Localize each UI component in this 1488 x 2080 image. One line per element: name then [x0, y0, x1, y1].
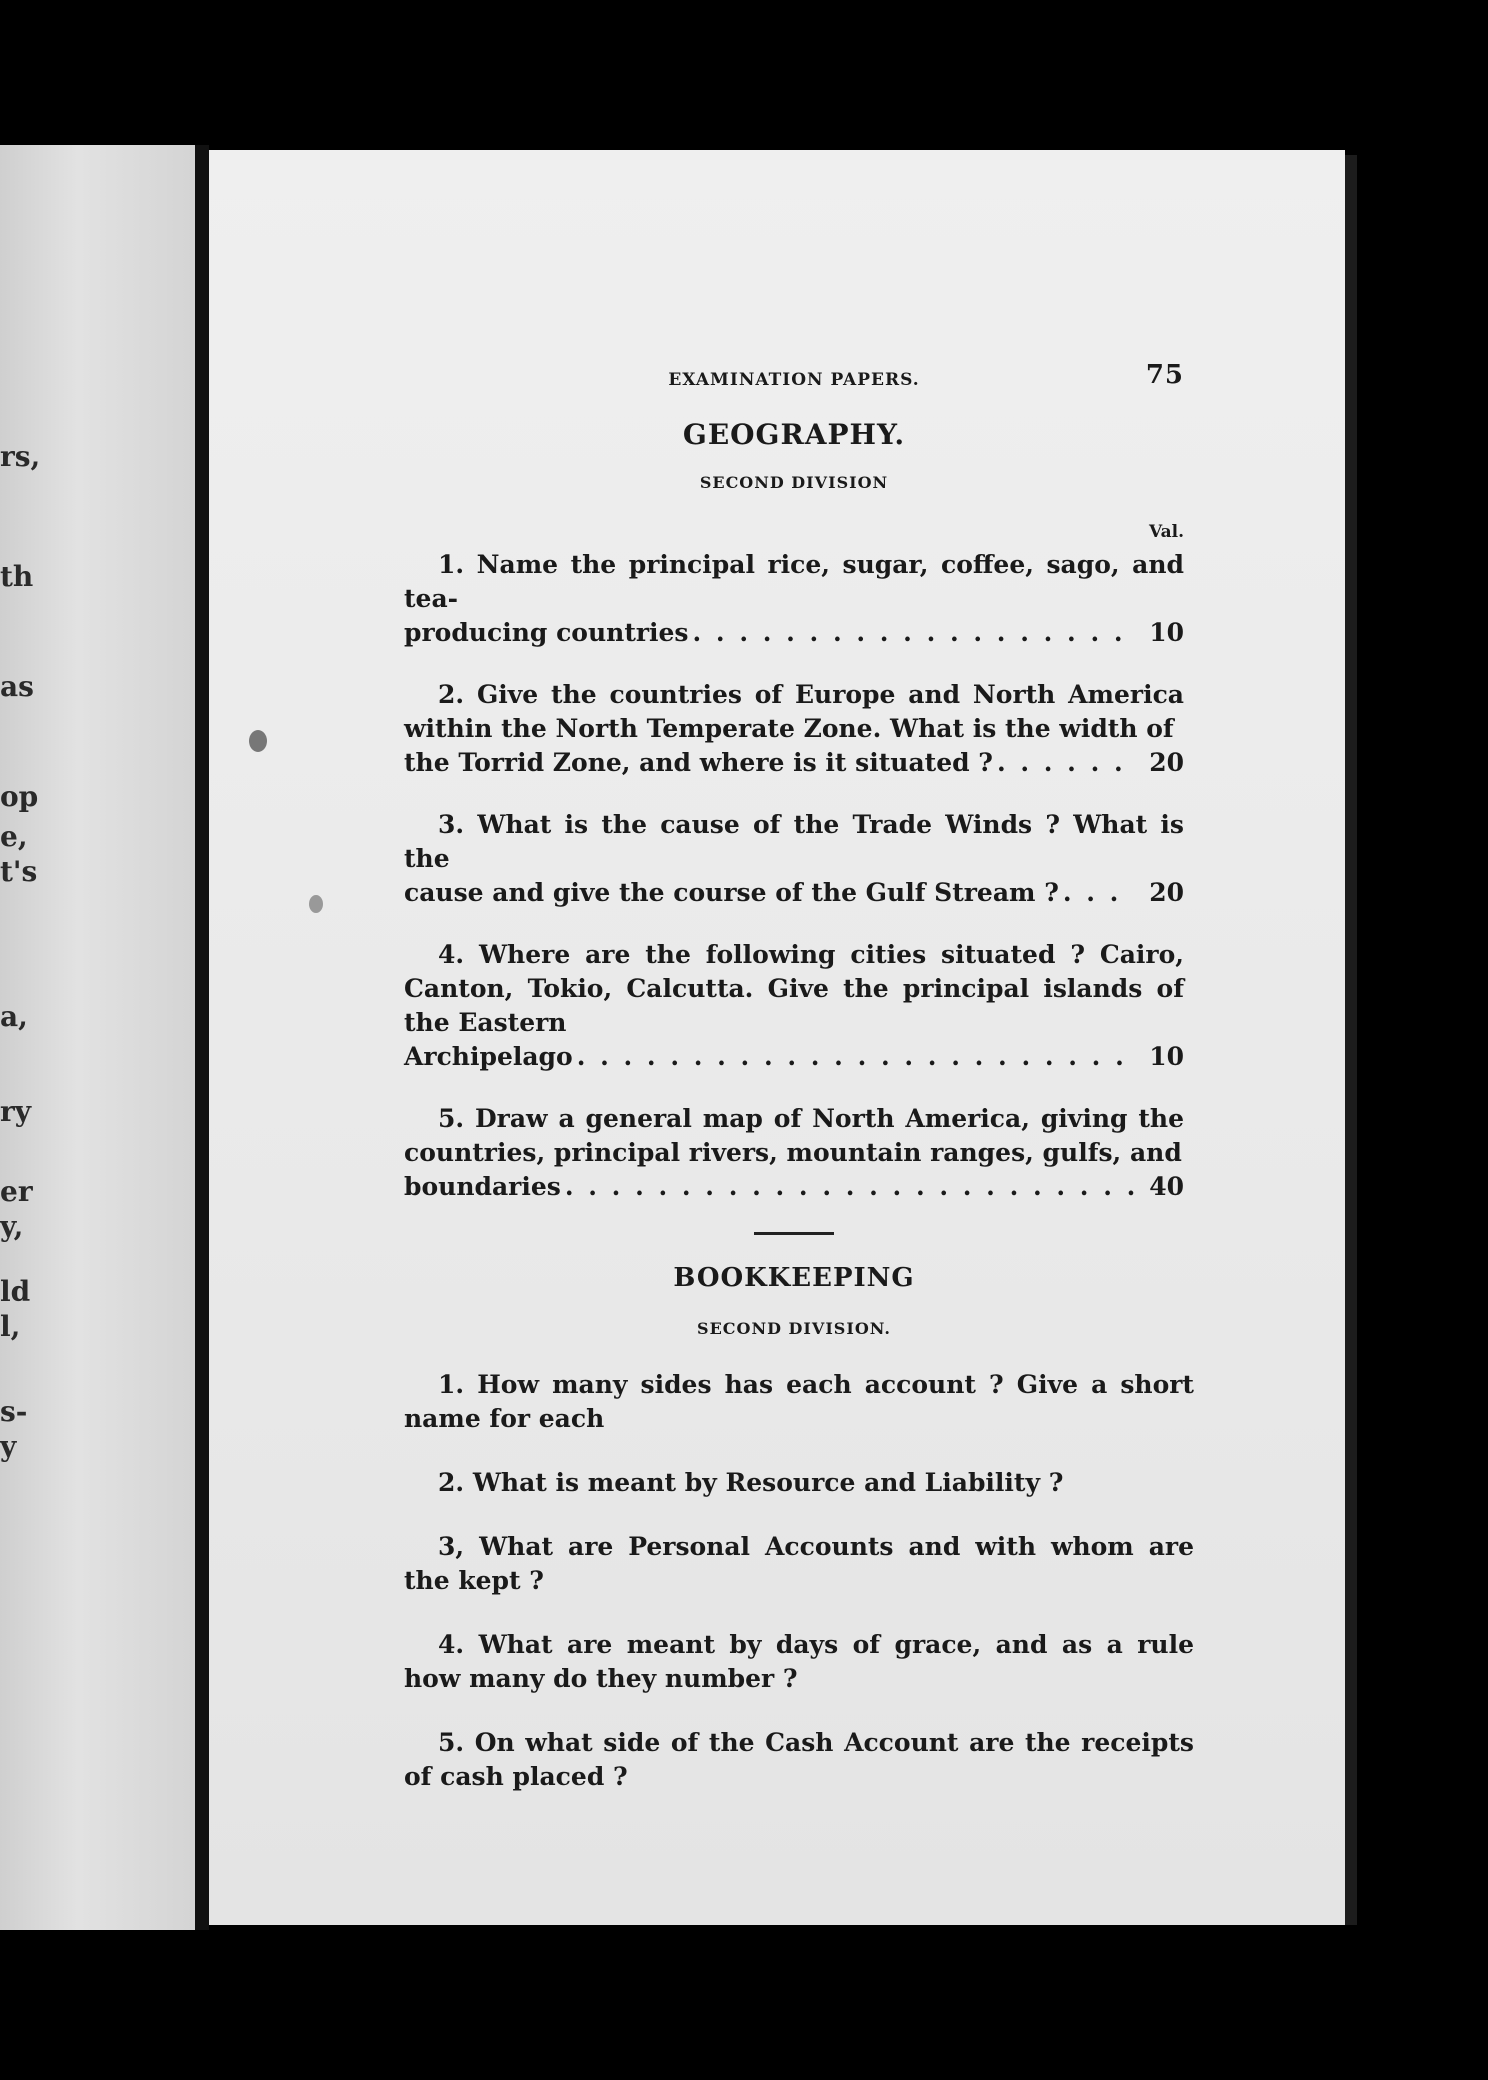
- question-number: 5.: [438, 1104, 465, 1133]
- facing-page-text-fragment: y,: [0, 1210, 24, 1243]
- question-final-line: [404, 746, 1184, 780]
- question-value: 10: [1149, 1042, 1184, 1071]
- facing-page-text-fragment: a,: [0, 1000, 28, 1033]
- question-text-end: boundaries: [404, 1172, 561, 1201]
- question-value: 10: [1149, 618, 1184, 647]
- geography-question-list: [404, 548, 1184, 1204]
- running-head-title: EXAMINATION PAPERS.: [668, 370, 920, 390]
- book-page: [209, 150, 1345, 1925]
- facing-page-text-fragment: rs,: [0, 440, 41, 473]
- question-number: 3.: [438, 810, 465, 839]
- question-number: 2.: [438, 680, 465, 709]
- section-title-geography: GEOGRAPHY.: [682, 418, 906, 451]
- question-number: 4.: [438, 940, 465, 969]
- question-value: 20: [1149, 878, 1184, 907]
- question-text-end: producing countries: [404, 618, 689, 647]
- page-content: [404, 360, 1194, 1824]
- geography-question: [404, 1102, 1184, 1204]
- question-text: Draw a general map of North America, giving the countries, principal rivers, mountain ranges, gulfs, and: [404, 1104, 1184, 1167]
- facing-page-text-fragment: er: [0, 1175, 33, 1208]
- question-text: What are meant by days of grace, and as a rule how many do they number ?: [404, 1630, 1194, 1693]
- facing-page-text-fragment: s-: [0, 1395, 28, 1428]
- question-final-line: [404, 616, 1184, 650]
- question-number: 2.: [438, 1468, 465, 1497]
- section-title-bookkeeping: BOOKKEEPING: [673, 1263, 915, 1293]
- dot-leader: [565, 1170, 1134, 1204]
- value-column-header: Val.: [1148, 522, 1184, 542]
- dot-leader: [693, 616, 1134, 650]
- question-number: 1.: [438, 1370, 465, 1399]
- division-heading-bookkeeping: SECOND DIVISION.: [697, 1319, 891, 1338]
- question-value: 20: [1149, 748, 1184, 777]
- question-number: 4.: [438, 1630, 465, 1659]
- question-text: Name the principal rice, sugar, coffee, sago, and tea-: [404, 550, 1184, 613]
- question-text: What is meant by Resource and Liability ?: [472, 1468, 1064, 1497]
- geography-question: [404, 808, 1184, 910]
- facing-page-text-fragment: op: [0, 780, 39, 813]
- geography-question: [404, 938, 1184, 1074]
- geography-question: [404, 548, 1184, 650]
- running-head: [404, 360, 1184, 400]
- bookkeeping-question: [404, 1466, 1194, 1500]
- geography-question: [404, 678, 1184, 780]
- facing-page-text-fragment: e,: [0, 820, 28, 853]
- stain-mark: [309, 895, 323, 913]
- page-edge-shadow: [1345, 155, 1357, 1925]
- section-divider: [754, 1232, 834, 1235]
- bookkeeping-question: [404, 1368, 1194, 1436]
- question-number: 1.: [438, 550, 465, 579]
- question-final-line: [404, 876, 1184, 910]
- facing-page-text-fragment: th: [0, 560, 34, 593]
- question-text: What are Personal Accounts and with whom are the kept ?: [404, 1532, 1194, 1595]
- dot-leader: [577, 1040, 1134, 1074]
- bookkeeping-question: [404, 1530, 1194, 1598]
- question-text: Where are the following cities situated ? Cairo, Canton, Tokio, Calcutta. Give the principal islands of the Eastern: [404, 940, 1184, 1037]
- question-value: 40: [1149, 1172, 1184, 1201]
- facing-page-text-fragment: y: [0, 1430, 17, 1463]
- question-text: Give the countries of Europe and North America within the North Temperate Zone. What is the width of: [404, 680, 1184, 743]
- question-final-line: [404, 1040, 1184, 1074]
- book-gutter: [195, 145, 209, 1930]
- division-heading-geography: SECOND DIVISION: [699, 473, 889, 492]
- dot-leader: [1063, 876, 1134, 910]
- facing-page-text-fragment: as: [0, 670, 34, 703]
- question-text-end: the Torrid Zone, and where is it situated ?: [404, 748, 993, 777]
- facing-page-text-fragment: ry: [0, 1095, 32, 1128]
- question-number: 5.: [438, 1728, 465, 1757]
- question-text-end: cause and give the course of the Gulf Stream ?: [404, 878, 1059, 907]
- bookkeeping-question-list: [404, 1368, 1194, 1794]
- question-text: How many sides has each account ? Give a short name for each: [404, 1370, 1194, 1433]
- bookkeeping-question: [404, 1628, 1194, 1696]
- facing-page-text-fragment: l,: [0, 1310, 21, 1343]
- stain-mark: [249, 730, 267, 752]
- facing-page-text-fragment: t's: [0, 855, 38, 888]
- facing-page-text-fragment: ld: [0, 1275, 31, 1308]
- question-text-end: Archipelago: [404, 1042, 573, 1071]
- question-text: On what side of the Cash Account are the receipts of cash placed ?: [404, 1728, 1194, 1791]
- page-number: 75: [1145, 360, 1184, 390]
- question-text: What is the cause of the Trade Winds ? What is the: [404, 810, 1184, 873]
- question-final-line: [404, 1170, 1184, 1204]
- dot-leader: [997, 746, 1134, 780]
- facing-page-edge: [0, 145, 195, 1930]
- bookkeeping-question: [404, 1726, 1194, 1794]
- question-number: 3,: [438, 1532, 465, 1561]
